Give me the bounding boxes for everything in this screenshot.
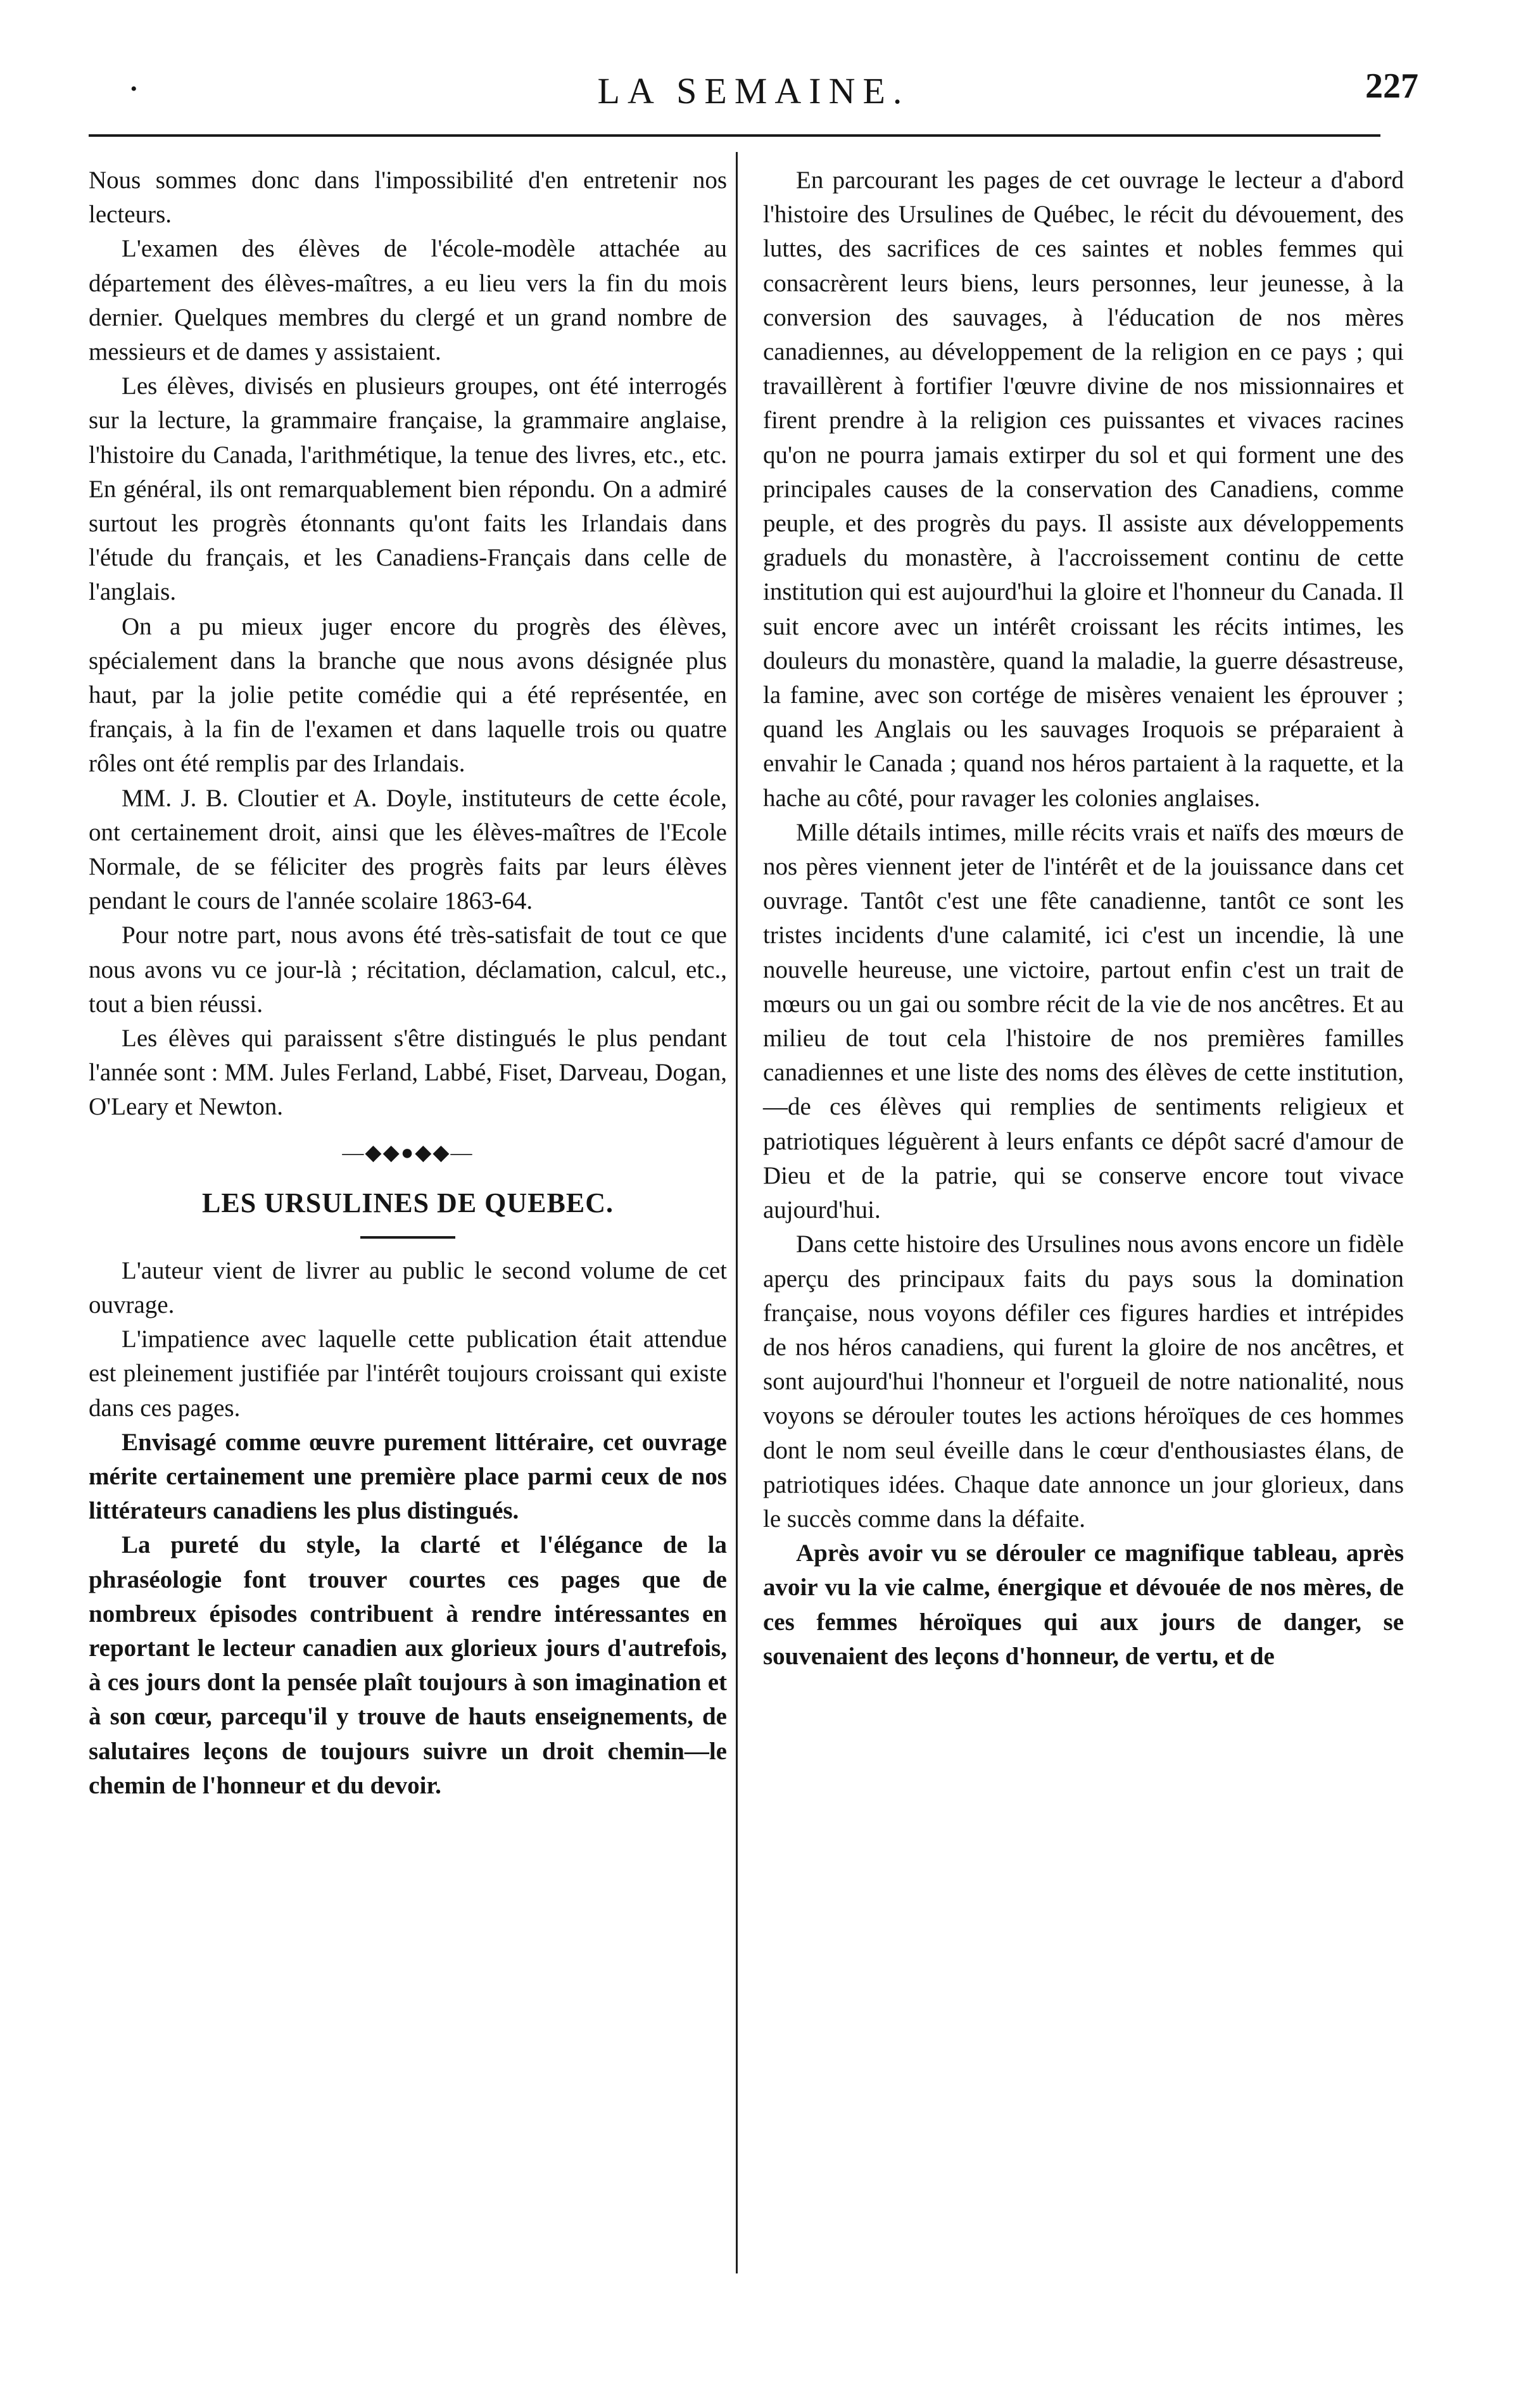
running-head <box>89 66 1418 120</box>
title-rule <box>360 1236 455 1239</box>
paragraph: Après avoir vu se dérouler ce magnifique tableau, après avoir vu la vie calme, énergique et dévouée de nos mères, de ces femmes héroïques qui aux jours de danger, se souvenaient des leçons d'honneur, de vertu, et de <box>763 1539 1404 1670</box>
paragraph: Pour notre part, nous avons été très-satisfait de tout ce que nous avons vu ce jour-là ; récitation, déclamation, calcul, etc., tout a bien réussi. <box>89 921 727 1018</box>
header-rule <box>89 134 1380 137</box>
bold-passage <box>763 1536 1404 1674</box>
section-title: LES URSULINES DE QUEBEC. <box>202 1187 614 1218</box>
paragraph: Les élèves qui paraissent s'être distingués le plus pendant l'année sont : MM. Jules Ferland, Labbé, Fiset, Darveau, Dogan, O'Leary et Newton. <box>89 1025 727 1121</box>
ornament-divider: —◆◆●◆◆— <box>342 1141 474 1165</box>
paragraph: MM. J. B. Cloutier et A. Doyle, instituteurs de cette école, ont certainement droit, ainsi que les élèves-maîtres de l'Ecole Normale, de se féliciter des progrès faits par leurs élèves pendant le cours de l'année scolaire 1863-64. <box>89 784 727 915</box>
paragraph: Envisagé comme œuvre purement littéraire, cet ouvrage mérite certainement une première place parmi ceux de nos littérateurs canadiens les plus distingués. <box>89 1428 727 1525</box>
paragraph: Les élèves, divisés en plusieurs groupes, ont été interrogés sur la lecture, la grammaire française, la grammaire anglaise, l'histoire du Canada, l'arithmétique, la tenue des livres, etc., etc. En général, ils ont remarquablement bien répondu. On a admiré surtout les progrès étonnants qu'ont faits les Irlandais dans l'étude du français, et les Canadiens-Français dans celle de l'anglais. <box>89 372 727 606</box>
printer-mark: • <box>130 79 137 99</box>
right-column <box>763 163 1404 1674</box>
paragraph: La pureté du style, la clarté et l'élégance de la phraséologie font trouver courtes ces pages que de nombreux épisodes contribuent à rendre intéressantes en reportant le lecteur canadien aux glorieux jours d'autrefois, à ces jours dont la pensée plaît toujours à son imagination et à son cœur, parcequ'il y trouve de hauts enseignements, de salutaires leçons de toujours suivre un droit chemin—le chemin de l'honneur et du devoir. <box>89 1531 727 1799</box>
paragraph: L'auteur vient de livrer au public le second volume de cet ouvrage. <box>89 1256 727 1318</box>
paragraph: L'impatience avec laquelle cette publication était attendue est pleinement justifiée par l'intérêt toujours croissant qui existe dans ces pages. <box>89 1325 727 1422</box>
paragraph: L'examen des élèves de l'école-modèle attachée au département des élèves-maîtres, a eu lieu vers la fin du mois dernier. Quelques membres du clergé et un grand nombre de messieurs et de dames y assistaient. <box>89 235 727 366</box>
paragraph: Nous sommes donc dans l'impossibilité d'en entretenir nos lecteurs. <box>89 167 727 229</box>
left-column <box>89 163 727 1803</box>
paragraph: En parcourant les pages de cet ouvrage le lecteur a d'abord l'histoire des Ursulines de Québec, le récit du dévouement, des luttes, des sacrifices de ces saintes et nobles femmes qui consacrèrent leurs biens, leurs personnes, leur jeunesse, à la conversion des sauvages, à l'éducation de nos mères canadiennes, au développement de la religion en ce pays ; qui travaillèrent à fortifier l'œuvre divine de nos missionnaires et firent prendre à la religion ces puissantes et vivaces racines qu'on ne pourra jamais extirper du sol et qui forment une des principales causes de la conservation des Canadiens, comme peuple, et des progrès du pays. Il assiste aux développements graduels du monastère, à l'accroissement continu de cette institution qui est aujourd'hui la gloire et l'honneur du Canada. Il suit encore avec un intérêt croissant les récits intimes, les douleurs du monastère, quand la maladie, la guerre désastreuse, la famine, avec son cortége de misères venaient les éprouver ; quand les Anglais ou les sauvages Iroquois se préparaient à envahir le Canada ; quand nos héros partaient à la raquette, et la hache au côté, pour ravager les colonies anglaises. <box>763 167 1404 812</box>
bold-passage <box>89 1425 727 1803</box>
column-divider <box>736 152 738 2273</box>
journal-title: LA SEMAINE. <box>597 70 910 111</box>
page-number: 227 <box>1365 66 1418 106</box>
paragraph: Dans cette histoire des Ursulines nous avons encore un fidèle aperçu des principaux faits du pays sous la domination française, nous voyons défiler ces figures hardies et intrépides de nos héros canadiens, qui furent la gloire de nos ancêtres, et sont aujourd'hui l'honneur et l'orgueil de notre nationalité, nous voyons se dérouler toutes les actions héroïques de ces hommes dont le nom seul éveille dans le cœur d'enthousiastes élans, de patriotiques idées. Chaque date annonce un jour glorieux, dans le succès comme dans la défaite. <box>763 1230 1404 1533</box>
paragraph: Mille détails intimes, mille récits vrais et naïfs des mœurs de nos pères viennent jeter de l'intérêt et de la jouissance dans cet ouvrage. Tantôt c'est une fête canadienne, tantôt ce sont les tristes incidents d'une calamité, ici c'est un incendie, là une nouvelle heureuse, une victoire, partout enfin c'est un trait de mœurs ou un gai ou sombre récit de la vie de nos ancêtres. Et au milieu de tout cela l'histoire de nos premières familles canadiennes et une liste des noms des élèves de cette institution,—de ces élèves qui remplies de sentiments religieux et patriotiques léguèrent à leurs enfants ce dépôt sacré d'amour de Dieu et de la patrie, qui se conserve encore tout vivace aujourd'hui. <box>763 818 1404 1224</box>
paragraph: On a pu mieux juger encore du progrès des élèves, spécialement dans la branche que nous avons désignée plus haut, par la jolie petite comédie qui a été représentée, en français, à la fin de l'examen et dans laquelle trois ou quatre rôles ont été remplis par des Irlandais. <box>89 612 727 778</box>
